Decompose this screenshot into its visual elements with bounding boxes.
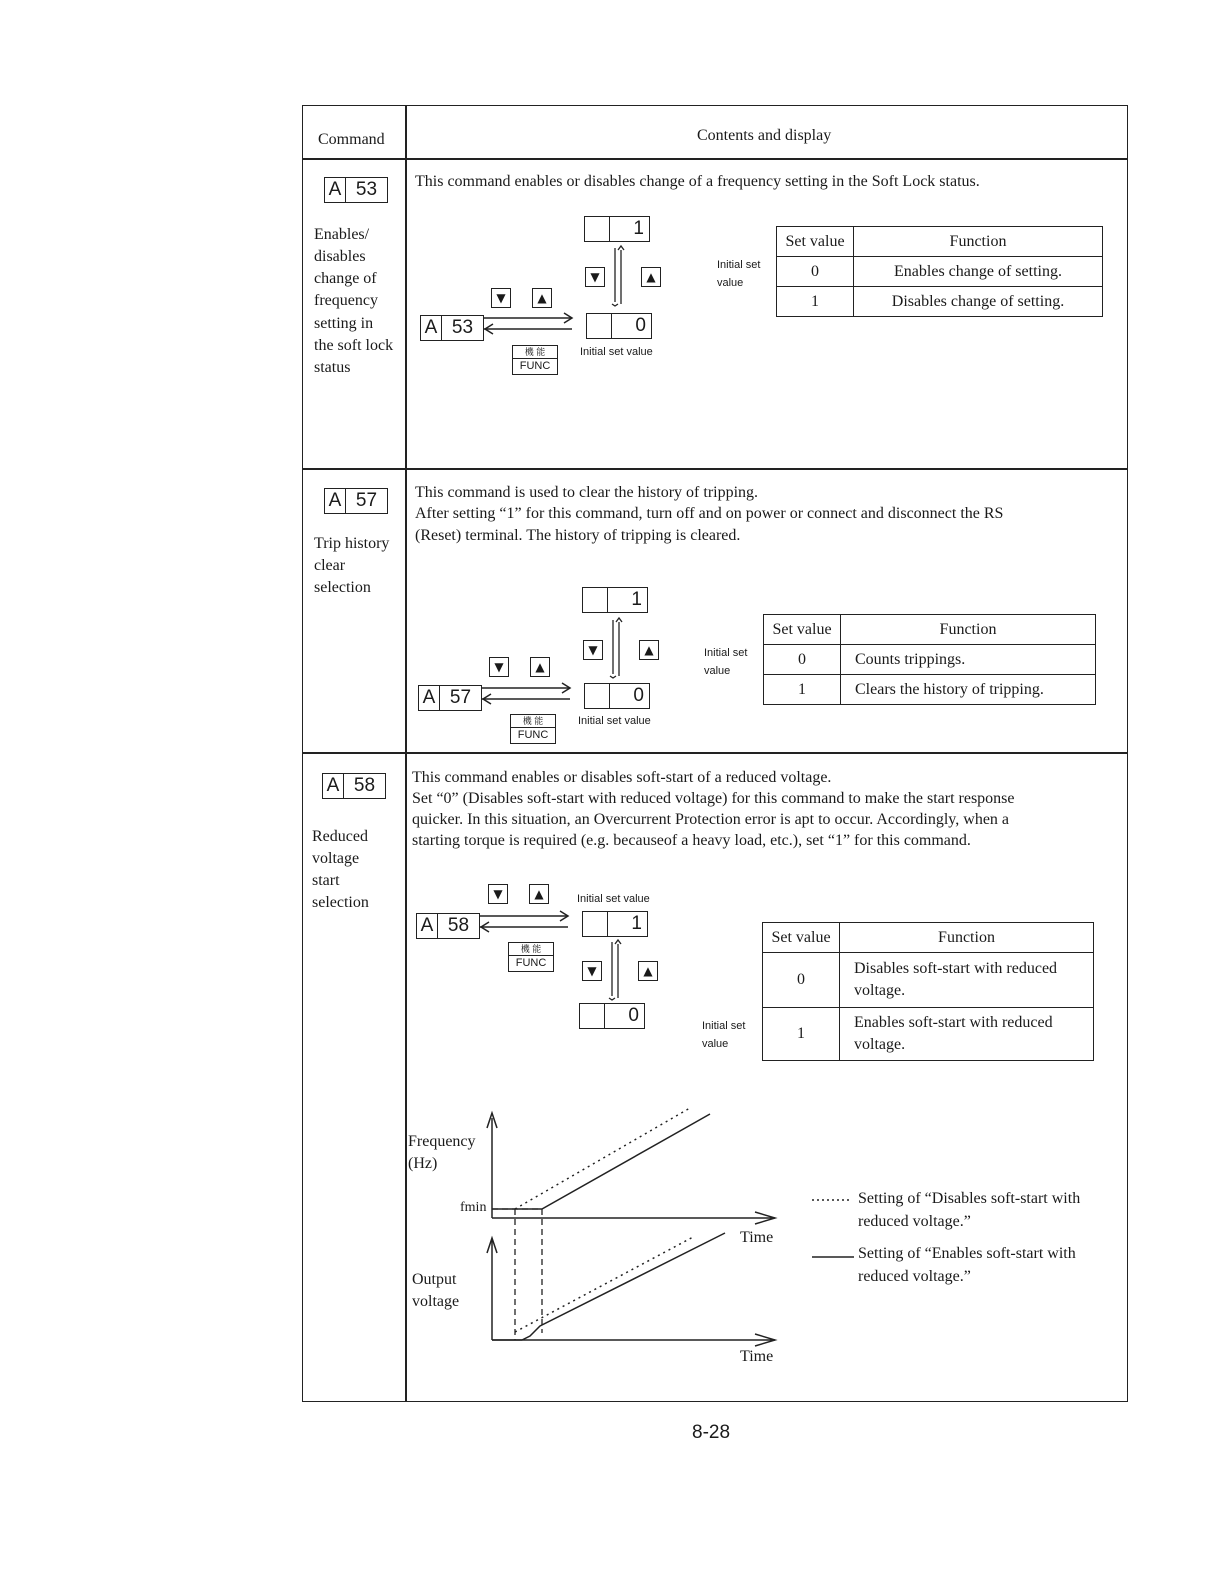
a57-set-value-table [763,614,1096,705]
label-line: setting in [314,315,374,332]
description-line: starting torque is required (e.g. becauseof a heavy load, etc.), set “1” for this command. [412,832,971,849]
up-key-icon: ▲ [529,884,549,904]
description-line: Set “0” (Disables soft-start with reduced voltage) for this command to make the start response [412,790,1015,807]
display-digit: 1 [631,913,642,934]
table-header-row [763,923,1094,953]
down-key-icon: ▼ [491,288,511,308]
graph-freq-unit: (Hz) [408,1155,438,1172]
label-line: clear [314,557,346,574]
col-function: Function [854,227,1103,257]
freq-dotted-curve [515,1108,690,1209]
initial-value-label: value [704,665,731,677]
display-digit: 0 [628,1005,639,1026]
set-value-cell: 0 [777,257,854,287]
label-line: selection [314,579,371,596]
label-line: the soft lock [314,337,394,354]
legend-dotted-text: Setting of “Disables soft-start with [858,1190,1081,1207]
func-key-icon [510,714,556,744]
display-bottom [579,1003,645,1029]
code-letter: A [323,774,344,798]
up-down-arrows-icon [610,618,622,678]
display-top [582,587,648,613]
func-key-icon [508,942,554,972]
initial-set-value-label: Initial set value [580,346,653,358]
col-function: Function [840,923,1094,953]
label-line: disables [314,248,366,265]
a53-description: This command enables or disables change of a frequency setting in the Soft Lock status. [415,173,980,190]
up-down-arrows-icon [612,246,624,306]
table-row [763,953,1094,1008]
function-line: voltage. [854,982,906,999]
initial-set-label: Initial set [704,647,748,659]
page-number: 8-28 [692,1422,731,1443]
table-row [764,675,1096,705]
row-divider-2 [302,752,1128,754]
function-line: Enables soft-start with reduced [854,1014,1053,1031]
display-code-a57 [418,685,482,711]
description-line: quicker. In this situation, an Overcurrent Protection error is apt to occur. Accordingly, when a [412,811,1010,828]
freq-solid-curve [492,1114,710,1209]
down-key-icon: ▼ [489,657,509,677]
column-divider [405,105,407,1402]
set-value-cell: 1 [764,675,841,705]
up-key-icon: ▲ [638,961,658,981]
display-digit: 0 [635,315,646,336]
down-key-icon: ▼ [583,640,603,660]
command-code-a57 [324,488,388,514]
code-letter: A [325,489,346,513]
a58-set-value-table [762,922,1094,1061]
function-line: voltage. [854,1036,906,1053]
label-line: start [312,872,340,889]
table-row [777,287,1103,317]
display-top [584,216,650,242]
function-cell: Enables change of setting. [854,257,1103,287]
legend-dotted-text-2: reduced voltage.” [858,1213,971,1230]
label-line: Reduced [312,828,368,845]
label-line: voltage [312,850,360,867]
display-bottom [586,313,652,339]
table-header-row [777,227,1103,257]
down-key-icon: ▼ [582,961,602,981]
table-row [763,1008,1094,1061]
set-value-cell: 0 [763,953,840,1008]
legend-solid-text-2: reduced voltage.” [858,1268,971,1285]
row-divider-1 [302,468,1128,470]
function-line: Disables soft-start with reduced [854,960,1058,977]
label-line: frequency [314,292,378,309]
display-bottom [584,683,650,709]
func-key-label: FUNC [509,955,553,970]
display-digit: 0 [633,685,644,706]
up-key-icon: ▲ [641,267,661,287]
display-code-a58 [416,913,480,939]
func-key-label: FUNC [511,727,555,742]
label-line: status [314,359,351,376]
func-key-kanji: 機 能 [524,347,546,357]
label-line: change of [314,270,377,287]
up-down-arrows-icon [609,940,621,1000]
command-code-a58 [322,773,386,799]
code-number: 58 [353,775,376,796]
func-key-kanji: 機 能 [520,944,542,954]
table-row [777,257,1103,287]
set-value-cell: 1 [777,287,854,317]
graph-fmin-label: fmin [460,1200,487,1215]
up-key-icon: ▲ [639,640,659,660]
up-key-icon: ▲ [532,288,552,308]
set-value-cell: 0 [764,645,841,675]
a53-set-value-table [776,226,1103,317]
description-line: After setting “1” for this command, turn off and on power or connect and disconnect the RS [415,505,1004,522]
code-letter: A [421,316,442,340]
table-row [764,645,1096,675]
display-digit: 1 [633,218,644,239]
function-cell: Clears the history of tripping. [841,675,1096,705]
legend-solid-line [812,1254,857,1260]
header-command: Command [318,131,385,148]
transition-arrows-icon [484,310,584,350]
initial-set-value-label: Initial set value [578,715,651,727]
code-number: 58 [447,915,470,936]
col-set-value: Set value [764,615,841,645]
up-key-icon: ▲ [530,657,550,677]
code-number: 57 [355,490,378,511]
label-line: selection [312,894,369,911]
initial-set-label: Initial set [717,259,761,271]
display-top [582,911,648,937]
set-value-cell: 1 [763,1008,840,1061]
legend-solid-text: Setting of “Enables soft-start with [858,1245,1076,1262]
header-contents: Contents and display [697,127,832,144]
func-key-icon [512,345,558,375]
description-line: This command is used to clear the history of tripping. [415,484,759,501]
function-cell: Counts trippings. [841,645,1096,675]
graph-time-label: Time [740,1229,774,1246]
col-set-value: Set value [763,923,840,953]
command-code-a53 [324,177,388,203]
header-divider [302,158,1128,160]
graph-freq-label: Frequency [408,1133,476,1150]
initial-set-label: Initial set [702,1020,746,1032]
code-number: 57 [449,687,472,708]
legend-dotted-line [812,1197,857,1203]
down-key-icon: ▼ [585,267,605,287]
display-code-a53 [420,315,484,341]
function-cell [840,1008,1094,1061]
initial-value-label: value [702,1038,729,1050]
col-function: Function [841,615,1096,645]
function-cell [840,953,1094,1008]
function-cell: Disables change of setting. [854,287,1103,317]
func-key-kanji: 機 能 [522,716,544,726]
down-key-icon: ▼ [488,884,508,904]
code-number: 53 [355,179,378,200]
graph-volt-label-2: voltage [412,1293,460,1310]
graph-volt-label: Output [412,1271,457,1288]
code-number: 53 [451,317,474,338]
volt-solid-curve [492,1233,725,1340]
code-letter: A [417,914,438,938]
description-line: This command enables or disables soft-start of a reduced voltage. [412,769,832,786]
table-header-row [764,615,1096,645]
display-digit: 1 [631,589,642,610]
graph-time-label: Time [740,1348,774,1365]
func-key-label: FUNC [513,358,557,373]
code-letter: A [325,178,346,202]
label-line: Enables/ [314,226,370,243]
label-line: Trip history [314,535,390,552]
col-set-value: Set value [777,227,854,257]
description-line: (Reset) terminal. The history of tripping is cleared. [415,527,741,544]
code-letter: A [419,686,440,710]
initial-value-label: value [717,277,744,289]
initial-set-value-label: Initial set value [577,893,650,905]
